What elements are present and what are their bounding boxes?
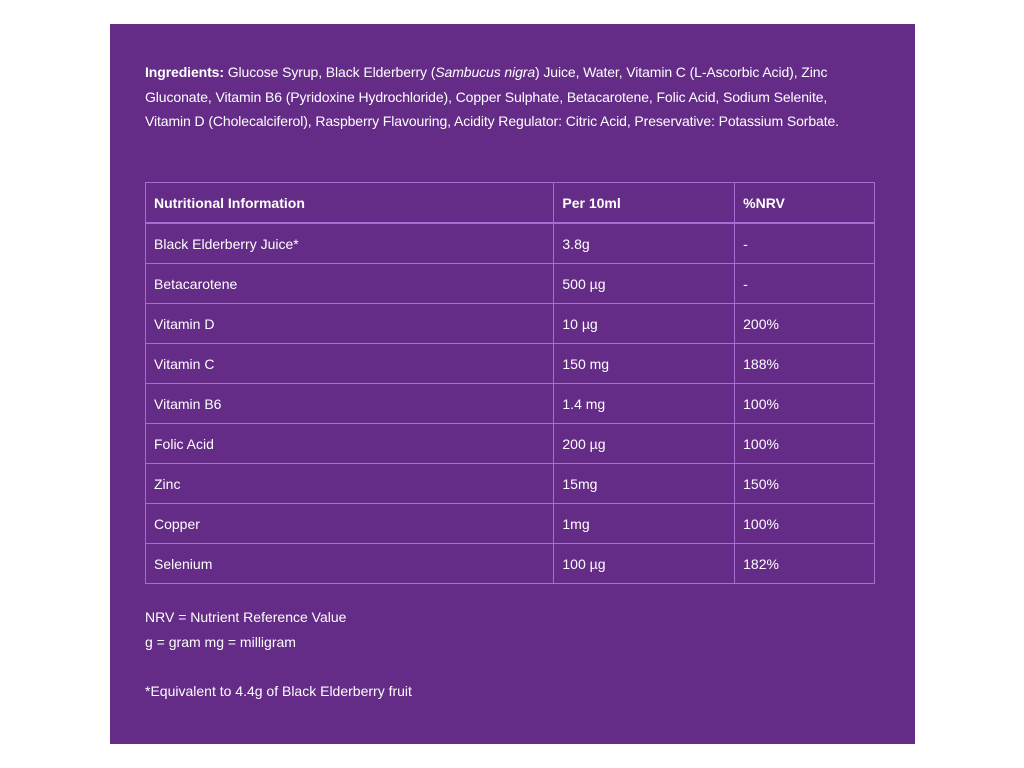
nutrient-amount: 200 µg (554, 424, 735, 464)
table-row (146, 304, 875, 344)
nutrient-nrv: 150% (735, 464, 875, 504)
nutrient-nrv: 100% (735, 424, 875, 464)
product-info-panel (110, 24, 915, 744)
nutrient-nrv: 182% (735, 544, 875, 584)
table-row (146, 544, 875, 584)
nutrient-amount: 3.8g (554, 223, 735, 264)
nutrient-amount: 100 µg (554, 544, 735, 584)
nutrient-nrv: 200% (735, 304, 875, 344)
table-row (146, 464, 875, 504)
table-row (146, 344, 875, 384)
nutrient-nrv: - (735, 223, 875, 264)
nutrient-name: Vitamin B6 (146, 384, 554, 424)
nutrient-amount: 15mg (554, 464, 735, 504)
ingredients-label: Ingredients: (145, 64, 224, 80)
nutrition-table-header-row (146, 183, 875, 224)
nutrient-amount: 1.4 mg (554, 384, 735, 424)
nutrient-nrv: 100% (735, 384, 875, 424)
nutrient-name: Vitamin D (146, 304, 554, 344)
nutrient-name: Black Elderberry Juice* (146, 223, 554, 264)
nutrient-name: Copper (146, 504, 554, 544)
table-row (146, 264, 875, 304)
table-row (146, 504, 875, 544)
column-header-per-10ml: Per 10ml (554, 183, 735, 224)
nutrient-amount: 500 µg (554, 264, 735, 304)
nutrient-amount: 1mg (554, 504, 735, 544)
ingredients-paragraph (145, 60, 875, 134)
ingredients-latin-name: Sambucus nigra (435, 64, 536, 80)
column-header-nutritional-information: Nutritional Information (146, 183, 554, 224)
nutrient-amount: 150 mg (554, 344, 735, 384)
nutrient-nrv: 188% (735, 344, 875, 384)
table-row (146, 384, 875, 424)
nutrient-name: Zinc (146, 464, 554, 504)
table-row (146, 223, 875, 264)
nutrient-nrv: 100% (735, 504, 875, 544)
nutrient-name: Selenium (146, 544, 554, 584)
nutrient-name: Betacarotene (146, 264, 554, 304)
abbreviation-notes (145, 605, 346, 655)
nrv-note: NRV = Nutrient Reference Value (145, 609, 347, 625)
column-header-nrv: %NRV (735, 183, 875, 224)
nutrient-name: Vitamin C (146, 344, 554, 384)
nutrient-amount: 10 µg (554, 304, 735, 344)
nutrient-name: Folic Acid (146, 424, 554, 464)
ingredients-text-start: Glucose Syrup, Black Elderberry ( (223, 64, 436, 80)
nutrition-table (145, 182, 875, 584)
ingredients-text-end: ) Juice, Water, Vitamin C (L-Ascorbic Acid), Zinc Gluconate, Vitamin B6 (Pyridoxine Hydrochloride), Copper Sulphate, Betacarotene, Folic Acid, Sodium Selenite, Vitamin D (Cholecalciferol), Raspberry Flavouring, Acidity Regulator: Citric Acid, Preservative: Potassium Sorbate. (145, 64, 839, 129)
table-row (146, 424, 875, 464)
elderberry-footnote: *Equivalent to 4.4g of Black Elderberry fruit (145, 683, 412, 699)
nutrient-nrv: - (735, 264, 875, 304)
units-note: g = gram mg = milligram (145, 634, 296, 650)
